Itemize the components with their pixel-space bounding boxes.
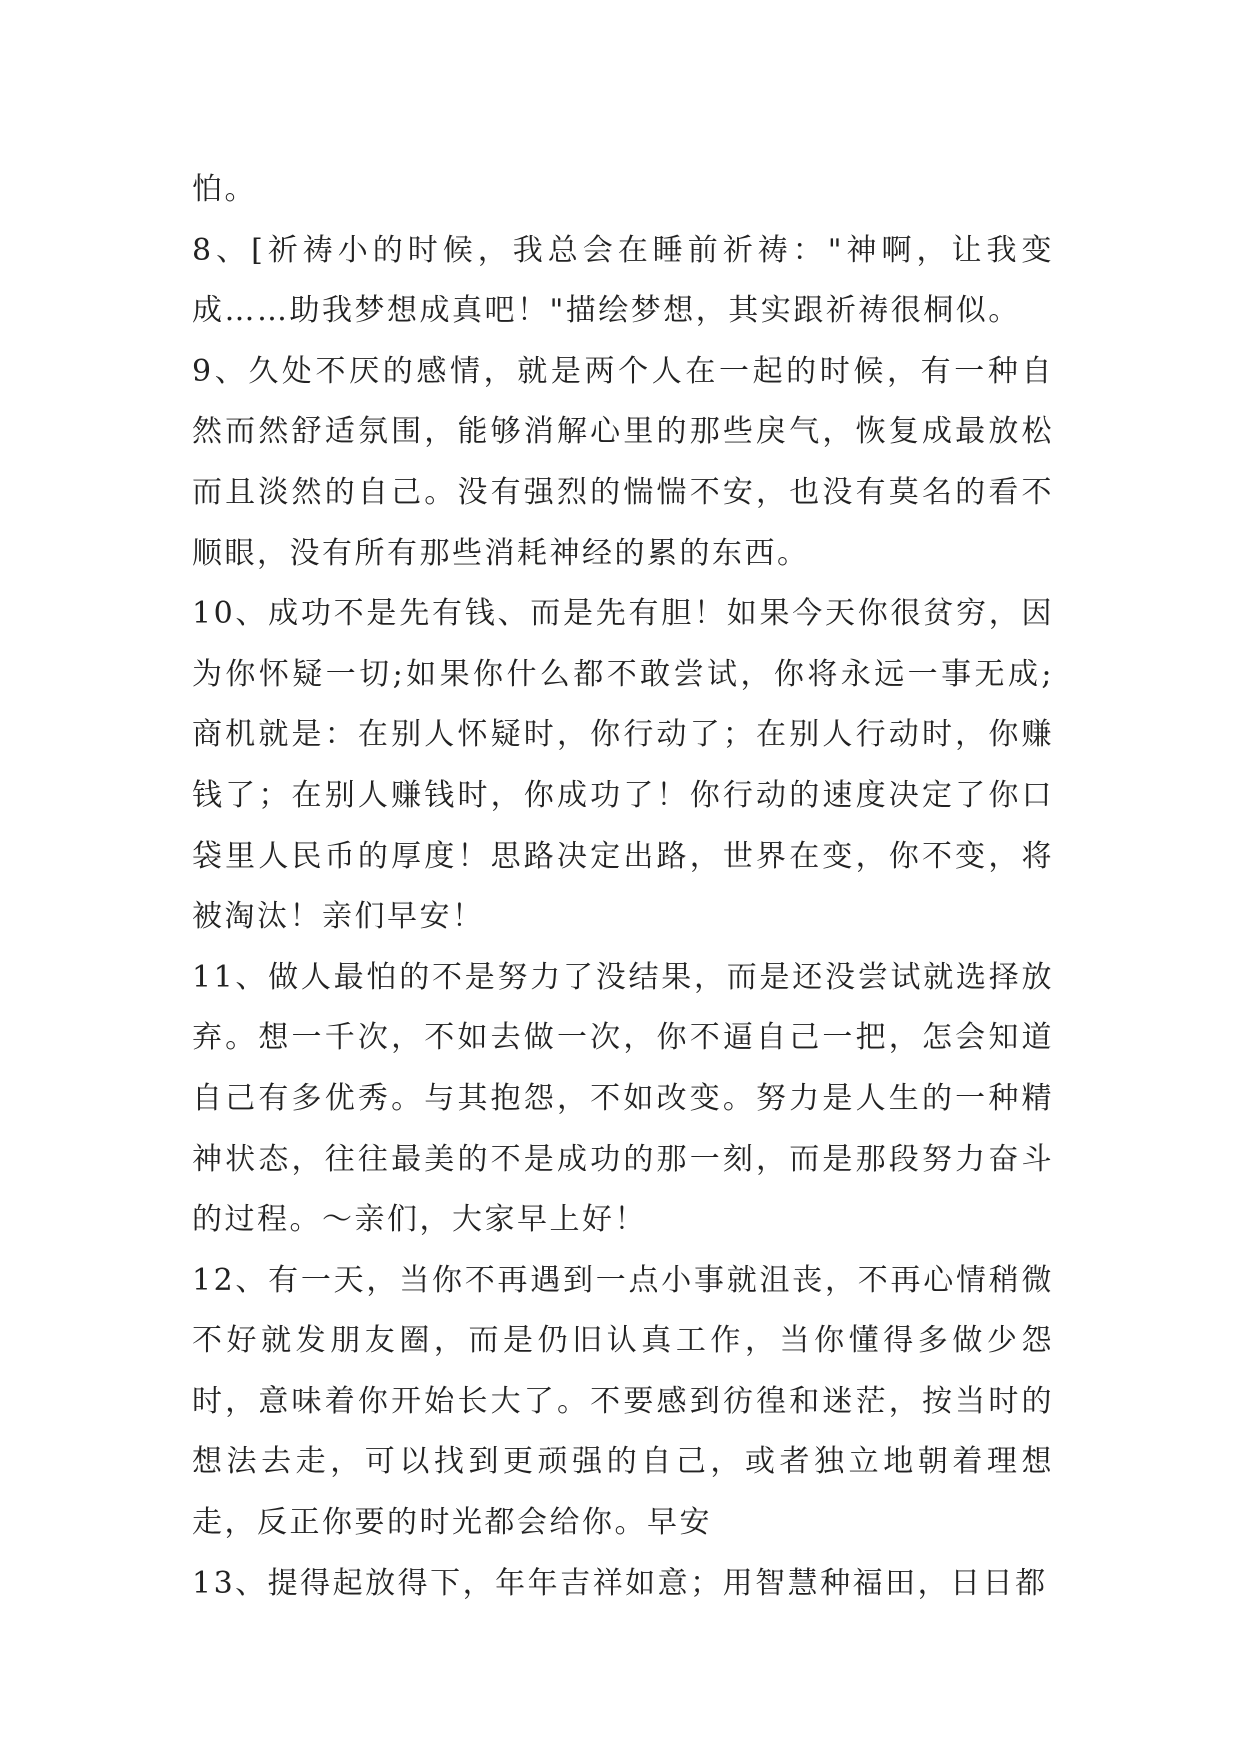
paragraph-item-13: 13、提得起放得下，年年吉祥如意；用智慧种福田，日日都 <box>192 1565 1048 1601</box>
paragraph-item-12: 12、有一天，当你不再遇到一点小事就沮丧，不再心情稍微不好就发朋友圈，而是仍旧认真工作，当你懂得多做少怨时，意味着你开始长大了。不要感到彷徨和迷茫，按当时的想法去走，可以找到更顽强的自己，或者独立地朝着理想走，反正你要的时光都会给你。早安 <box>192 1262 1054 1541</box>
paragraph-item-11: 11、做人最怕的不是努力了没结果，而是还没尝试就选择放弃。想一千次，不如去做一次，你不逼自己一把，怎会知道自己有多优秀。与其抱怨，不如改变。努力是人生的一种精神状态，往往最美的不是成功的那一刻，而是那段努力奋斗的过程。～亲们，大家早上好！ <box>192 959 1054 1238</box>
paragraph-item-10: 10、成功不是先有钱、而是先有胆！如果今天你很贫穷，因为你怀疑一切;如果你什么都不敢尝试，你将永远一事无成;商机就是：在别人怀疑时，你行动了；在别人行动时，你赚钱了；在别人赚钱时，你成功了！你行动的速度决定了你口袋里人民币的厚度！思路决定出路，世界在变，你不变，将被淘汰！亲们早安！ <box>192 596 1054 935</box>
paragraph-item-8: 8、[祈祷小的时候，我总会在睡前祈祷："神啊，让我变成……助我梦想成真吧！"描绘梦想，其实跟祈祷很桐似。 <box>192 232 1054 329</box>
document-body <box>192 160 1054 1614</box>
paragraph-continuation: 怕。 <box>192 172 257 207</box>
paragraph-item-9: 9、久处不厌的感情，就是两个人在一起的时候，有一种自然而然舒适氛围，能够消解心里的那些戾气，恢复成最放松而且淡然的自己。没有强烈的惴惴不安，也没有莫名的看不顺眼，没有所有那些消耗神经的累的东西。 <box>192 353 1054 571</box>
